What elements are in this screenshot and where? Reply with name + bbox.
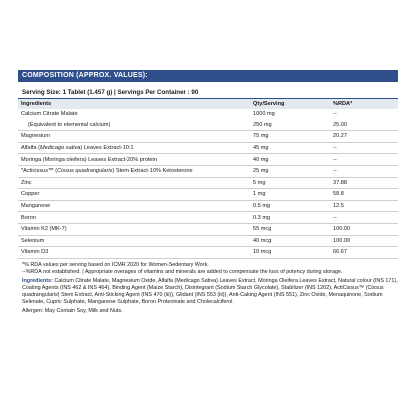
table-row bbox=[18, 165, 398, 177]
table-row bbox=[18, 131, 398, 143]
table-row bbox=[18, 212, 398, 224]
ingredients-label: Ingredients: bbox=[22, 277, 53, 284]
column-header-ingredients: Ingredients bbox=[18, 99, 250, 109]
ingredient-name bbox=[18, 142, 250, 154]
ingredient-rda: 25.00 bbox=[333, 121, 347, 128]
table-row bbox=[18, 247, 398, 259]
table-row bbox=[18, 177, 398, 189]
ingredient-qty: 5 mg bbox=[253, 179, 266, 186]
column-header-rda: %RDA* bbox=[330, 99, 398, 109]
ingredient-qty: 40 mg bbox=[253, 156, 269, 163]
name-part: *Acticissus™ ( bbox=[21, 168, 58, 175]
ingredient-rda: -- bbox=[333, 214, 337, 221]
ingredients-list bbox=[18, 278, 398, 306]
ingredient-rda: 37.88 bbox=[333, 179, 347, 186]
column-header-qty: Qty/Serving bbox=[250, 99, 330, 109]
nutrition-table bbox=[18, 99, 398, 259]
table-row bbox=[18, 200, 398, 212]
table-row bbox=[18, 223, 398, 235]
ingredient-name: Zinc bbox=[21, 179, 32, 186]
scientific-name: Medicago sativa bbox=[39, 145, 81, 152]
allergen-statement: Allergen: May Contain Soy, Milk and Nuts. bbox=[22, 307, 123, 314]
ingredient-name bbox=[18, 165, 250, 177]
ingredient-rda: -- bbox=[333, 111, 337, 118]
ingredient-name: (Equivalent to elemental calcium) bbox=[28, 121, 111, 128]
ingredients-text: Calcium Citrate Malate, Magnesium Oxide, Alfalfa (Medicago Sativa) Leaves Extract, Moringa Oleifera Leaves Extract, Natural colour (INS 171), Coating Agents (INS 462 & INS 464), Binding Agent (Maize Starch), Disintegrant (Sodium Starch Glycolate), Stabilizer (INS 1202), ActiCissus™ (Cissus quadrangularis) Stem Extract, Anti-Sticking Agent (INS 470 (iii)), Glidant (INS 553 (iii)), Anti-Caking Agent (INS 551), Zinc Oxide, Menaquinone, Sodium Selenate, Cupric Sulphate, Manganese Sulphate, Boron Proteoinate and Cholecalciferol. bbox=[22, 277, 398, 305]
ingredient-name: Moringa (Moringa oleifera) Leaves Extract-20% protein bbox=[21, 156, 157, 163]
ingredient-name: Copper bbox=[21, 191, 40, 198]
ingredient-rda: 100.00 bbox=[333, 226, 351, 233]
ingredient-name: Boron bbox=[21, 214, 36, 221]
ingredient-rda: -- bbox=[333, 145, 337, 152]
ingredient-qty: 250 mg bbox=[253, 121, 272, 128]
ingredient-qty: 0.3 mg bbox=[253, 214, 271, 221]
table-header-row bbox=[18, 99, 398, 109]
ingredient-name: Vitamin D3 bbox=[21, 249, 49, 256]
ingredient-qty: 55 mcg bbox=[253, 226, 272, 233]
composition-header: COMPOSITION (APPROX. VALUES): bbox=[18, 70, 398, 82]
table-row bbox=[18, 109, 398, 120]
ingredient-qty: 25 mg bbox=[253, 168, 269, 175]
ingredient-qty: 45 mg bbox=[253, 145, 269, 152]
ingredient-rda: 66.67 bbox=[333, 249, 347, 256]
ingredient-name: Vitamin K2 (MK-7) bbox=[21, 226, 67, 233]
table-row bbox=[18, 154, 398, 166]
overage-footnote: --%RDA not established. | Appropriate overages of vitamins and minerals are added to compensate the loss of potency during storage. bbox=[22, 268, 343, 275]
rda-footnote: *% RDA values per serving based on ICMR 2020 for Women-Sedentary Work. bbox=[22, 261, 209, 268]
ingredient-name: Calcium Citrate Malate bbox=[21, 111, 78, 118]
ingredient-qty: 10 mcg bbox=[253, 249, 272, 256]
composition-panel bbox=[18, 70, 398, 315]
ingredient-rda: 12.5 bbox=[333, 203, 344, 210]
ingredient-name: Selenium bbox=[21, 237, 45, 244]
name-part: ) Leaves Extract-10:1 bbox=[80, 145, 134, 152]
table-row bbox=[18, 142, 398, 154]
ingredient-qty: 40 mcg bbox=[253, 237, 272, 244]
ingredient-name: Magnesium bbox=[21, 133, 50, 140]
ingredient-rda: 100.00 bbox=[333, 237, 351, 244]
table-row bbox=[18, 189, 398, 201]
ingredient-name: Manganese bbox=[21, 203, 51, 210]
scientific-name: Cissus quadrangularis bbox=[57, 168, 113, 175]
table-row bbox=[18, 120, 398, 131]
table-row bbox=[18, 235, 398, 247]
ingredient-qty: 1 mg bbox=[253, 191, 266, 198]
ingredient-rda: 58.8 bbox=[333, 191, 344, 198]
ingredient-rda: 20.27 bbox=[333, 133, 347, 140]
ingredient-rda: -- bbox=[333, 156, 337, 163]
serving-info: Serving Size: 1 Tablet (1.457 g) | Servings Per Container : 90 bbox=[22, 89, 199, 96]
name-part: Alfalfa ( bbox=[21, 145, 40, 152]
ingredient-rda: -- bbox=[333, 168, 337, 175]
name-part: ) Stem Extract-10% Ketosterone bbox=[112, 168, 193, 175]
ingredient-qty: 1000 mg bbox=[253, 111, 275, 118]
ingredient-qty: 0.5 mg bbox=[253, 203, 271, 210]
ingredient-qty: 75 mg bbox=[253, 133, 269, 140]
